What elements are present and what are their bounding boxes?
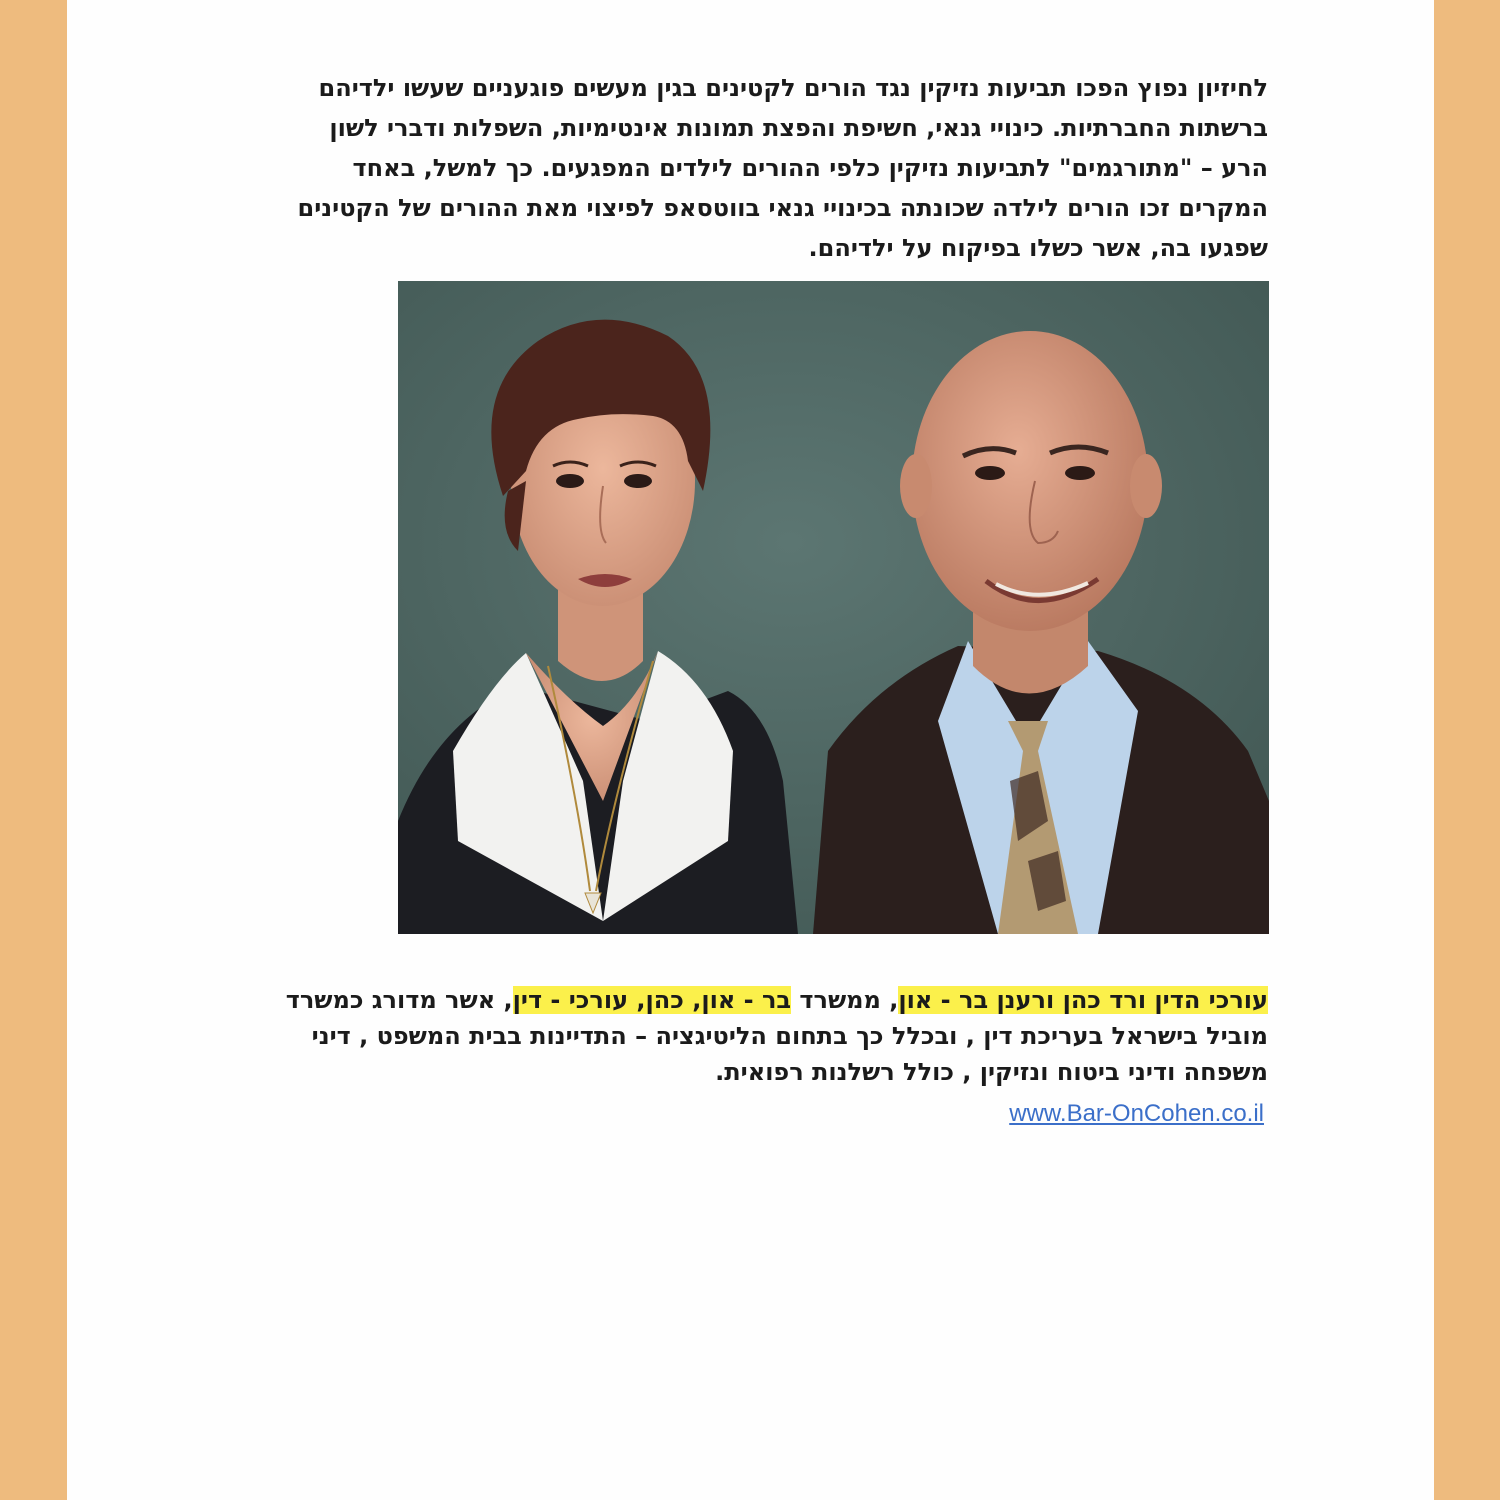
caption-separator: , ממשרד (791, 986, 899, 1014)
attorneys-photo (398, 281, 1269, 934)
photo-caption (280, 982, 1268, 1090)
caption-body: , אשר מדורג כמשרד מוביל בישראל בעריכת דין , ובכלל כך בתחום הליטיגציה – התדיינות בבית המשפט , דיני משפחה ודיני ביטוח ונזיקין , כולל רשלנות רפואית. (285, 986, 1268, 1086)
firm-name-highlight: בר - און, כהן, עורכי - דין (512, 986, 792, 1014)
website-link[interactable]: www.Bar-OnCohen.co.il (1009, 1100, 1264, 1127)
intro-paragraph: לחיזיון נפוץ הפכו תביעות נזיקין נגד הורים לקטינים בגין מעשים פוגעניים שעשו ילדיהם ברשתות החברתיות. כינויי גנאי, חשיפת והפצת תמונות אינטימיות, השפלות ודברי לשון הרע – "מתורגמים" לתביעות נזיקין כלפי ההורים לילדים המפגעים. כך למשל, באחד המקרים זכו הורים לילדה שכונתה בכינויי גנאי בווטסאפ לפיצוי מאת ההורים של הקטינים שפגעו בה, אשר כשלו בפיקוח על ילדיהם. (297, 74, 1268, 262)
attorneys-names-highlight: עורכי הדין ורד כהן ורענן בר - און (898, 986, 1268, 1014)
